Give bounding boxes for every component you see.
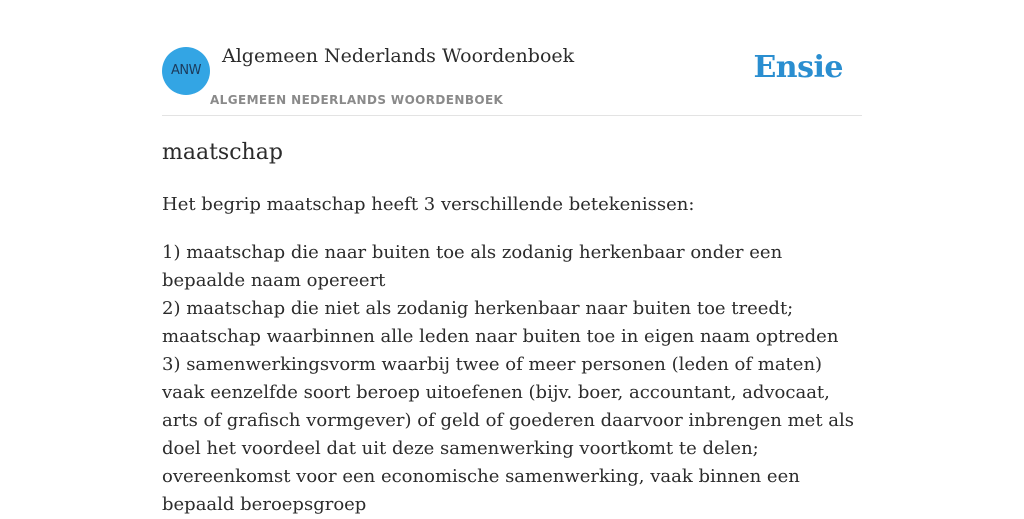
page	[162, 0, 862, 515]
meaning-item: 3) samenwerkingsvorm waarbij twee of meer personen (leden of maten) vaak eenzelfde soort beroep uitoefenen (bijv. boer, accountant, advocaat, arts of grafisch vormgever) of geld of goederen daarvoor inbrengen met als doel het voordeel dat uit deze samenwerking voortkomt te delen; overeenkomst voor een economische samenwerking, vaak binnen een bepaald beroepsgroep	[162, 354, 855, 515]
meanings-list	[162, 239, 862, 519]
site-subtitle: ALGEMEEN NEDERLANDS WOORDENBOEK	[210, 93, 504, 107]
header	[162, 0, 862, 116]
entry-intro: Het begrip maatschap heeft 3 verschillende betekenissen:	[162, 194, 695, 215]
meaning-item: 2) maatschap die niet als zodanig herkenbaar naar buiten toe treedt; maatschap waarbinnen alle leden naar buiten toe in eigen naam optreden	[162, 298, 839, 347]
meaning-item: 1) maatschap die naar buiten toe als zodanig herkenbaar onder een bepaalde naam opereert	[162, 242, 783, 291]
site-title[interactable]: Algemeen Nederlands Woordenboek	[222, 45, 575, 67]
ensie-brand-logo[interactable]: Ensie	[753, 50, 843, 85]
anw-logo[interactable]: ANW	[162, 47, 210, 95]
entry-word: maatschap	[162, 140, 283, 165]
